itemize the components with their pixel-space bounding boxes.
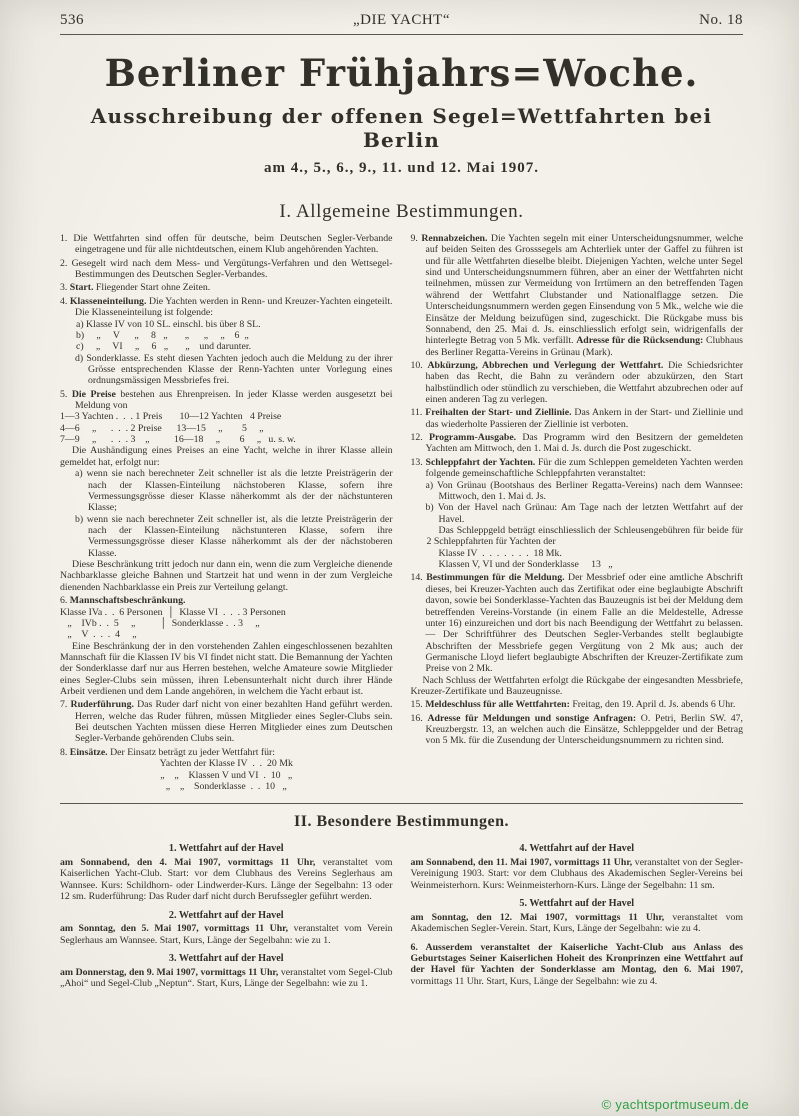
text-run: „ IVb . . 5 „ │ Sonderklasse . . 3 „: [60, 617, 260, 629]
text-run: b) Von der Havel nach Grünau: Am Tage nach der letzten Wettfahrt auf der Havel.: [425, 502, 743, 525]
paragraph: [60, 233, 393, 256]
bold-text: am Sonnabend, den 11. Mai 1907, vormittags 11 Uhr,: [410, 857, 633, 869]
bold-text: am Sonntag, den 12. Mai 1907, vormittags 11 Uhr,: [410, 911, 665, 923]
item-number: 5.: [60, 388, 72, 400]
race-block: [60, 910, 393, 947]
text-run: Nach Schluss der Wettfahrten erfolgt die Rückgabe der eingesandten Messbriefe, Kreuzer-Zertifikate und Bauzeugnisse.: [410, 674, 743, 698]
text-run: Für die zum Schleppen gemeldeten Yachten werden folgende gemeinschaftliche Schleppfahrten veranstaltet:: [425, 456, 743, 480]
numbered-item: [411, 572, 744, 697]
numbered-item: [60, 747, 393, 792]
section2-column-left: [60, 839, 393, 996]
paragraph: [60, 445, 393, 468]
table-line: [60, 607, 393, 618]
item-number: 12.: [410, 432, 429, 444]
text-run: veranstaltet vom Akademischen Segler-Verein. Start, Kurs, Länge der Segelbahn: wie zu 4.: [410, 911, 743, 935]
text-run: „ „ Klassen V und VI . 10 „: [160, 769, 293, 781]
text-run: Die Aushändigung eines Preises an eine Yacht, welche in ihrer Klasse allein gemeldet hat, erfolgt nur:: [60, 445, 393, 468]
bold-text: 6. Ausserdem veranstaltet der Kaiserliche Yacht-Club aus Anlass des Geburtstages Seiner Kaiserlichen Hoheit des Kronprinzen eine Wettfahrt auf der Havel für Yachten der Sonderklasse am Montag, den 6. Mai 1907,: [410, 941, 743, 976]
paragraph: [411, 525, 744, 548]
text-run: Fliegender Start ohne Zeiten.: [93, 282, 211, 294]
text-run: Freitag, den 19. April d. Js. abends 6 Uhr.: [569, 699, 736, 711]
bold-text: Klasseneinteilung.: [69, 295, 147, 307]
header-rule: [60, 34, 743, 35]
text-run: „ „ Sonderklasse . . 10 „: [165, 780, 287, 792]
section1-heading: I. Allgemeine Bestimmungen.: [279, 201, 524, 222]
item-number: 7.: [60, 699, 71, 711]
item-number: 6.: [60, 595, 70, 607]
text-run: bestehen aus Ehrenpreisen. In jeder Klasse werden ausgesetzt bei Meldung von: [75, 388, 393, 412]
table-line: [60, 330, 393, 341]
race-block: [411, 942, 744, 987]
item-number: 16.: [410, 712, 428, 724]
text-run: Die Wettfahrten sind offen für deutsche, beim Deutschen Segler-Verbande eingetragene und für alle nichtdeutschen, einem Klub angehörenden Yachten.: [73, 233, 393, 256]
paragraph: [60, 468, 393, 513]
numbered-item: [411, 699, 744, 710]
table-line: [60, 618, 393, 629]
bold-text: am Donnerstag, den 9. Mai 1907, vormittags 11 Uhr,: [60, 966, 279, 978]
paragraph: [60, 514, 393, 559]
item-number: 8.: [60, 746, 70, 758]
table-line: [411, 548, 744, 559]
paragraph: [60, 923, 393, 946]
text-run: b) „ V „ 8 „ „ „ „ 6 „: [76, 329, 249, 341]
bold-text: Rennabzeichen.: [421, 233, 488, 244]
bold-text: Bestimmungen für die Meldung.: [426, 572, 565, 584]
paragraph: [60, 967, 393, 990]
section2-columns: [60, 839, 743, 996]
text-run: Die Yachten werden in Renn- und Kreuzer-Yachten eingeteilt. Die Klasseneinteilung ist folgende:: [75, 295, 393, 319]
numbered-item: [60, 699, 393, 744]
bold-text: Freihalten der Start- und Ziellinie.: [425, 407, 572, 419]
table-line: [60, 758, 393, 769]
text-run: 7—9 „ . . . 3 „ 16—18 „ 6 „ u. s. w.: [60, 434, 296, 446]
race-block: [60, 953, 393, 990]
text-run: d) Sonderklasse. Es steht diesen Yachten jedoch auch die Meldung zu der ihrer Grösse entsprechenden Klasse der Renn-Yachten unter Vorlegung eines ordnungsmässigen Messbriefes frei.: [75, 352, 393, 387]
item-number: 11.: [410, 407, 426, 419]
text-run: Klasse IV . . . . . . . 18 Mk.: [438, 547, 562, 559]
numbered-item: [411, 407, 744, 430]
section-divider-rule: [60, 803, 743, 804]
bold-text: Einsätze.: [69, 746, 108, 758]
section1-columns: [60, 233, 743, 794]
paragraph: [60, 699, 393, 744]
paragraph: [60, 389, 393, 412]
bold-text: Meldeschluss für alle Wettfahrten:: [425, 699, 570, 711]
text-run: c) „ VI „ 6 „ „ und darunter.: [76, 341, 252, 353]
section2-heading: II. Besondere Bestimmungen.: [294, 813, 509, 831]
item-number: 4.: [60, 295, 70, 307]
table-line: [60, 781, 393, 792]
numbered-item: [60, 595, 393, 697]
numbered-item: [411, 457, 744, 571]
bold-text: am Sonnabend, den 4. Mai 1907, vormittags 11 Uhr,: [60, 857, 316, 869]
numbered-item: [411, 432, 744, 455]
text-run: Das Programm wird den Besitzern der gemeldeten Yachten am Mittwoch, den 1. Mai d. Js. durch die Post zugeschickt.: [425, 432, 743, 455]
text-run: Der Messbrief oder eine amtliche Abschrift dieses, bei Kreuzer-Yachten auch das Zertifikat oder eine beglaubigte Abschrift davon, sowie bei Sonderklasse-Yachten das Bauzeugnis ist bei der Meldung dem betreffenden Vereins-Vorstande (in einem Falle an die Meldestelle, Adresse unter 16) einzureichen und dort bis nach Beendigung der Wettfahrt zu belassen. — Der Schriftführer des Deutschen Segler-Verbandes stellt beglaubigte Abschriften der Messbriefe gegen Vergütung von 2 Mk aus; auch der Germanische Lloyd liefert beglaubigte Abschriften der Kreuzer-Zertifikate zum Preise von 2 Mk.: [425, 572, 743, 675]
paragraph: [411, 713, 744, 747]
numbered-item: [411, 360, 744, 405]
paragraph: [411, 407, 744, 430]
section1-column-left: [60, 233, 393, 794]
text-run: Clubhaus des Berliner Regatta-Vereins in Grünau (Mark).: [425, 335, 743, 358]
table-line: [60, 770, 393, 781]
section1-column-right: [411, 233, 744, 794]
page-number: 536: [60, 12, 84, 28]
article-dates: am 4., 5., 6., 9., 11. und 12. Mai 1907.: [263, 160, 540, 176]
text-run: Eine Beschränkung der in den vorstehenden Zahlen eingeschlossenen bezahlten Mannschaft für die Klassen IV bis VI findet nicht statt. Die Bemannung der Yachten der Sonderklasse darf nur aus Herren bestehen, welche Amateure sowie Mitglieder eines Segler-Clubs sein müssen, ihren Lebensunterhalt nicht durch ihrer Hände Arbeit verdienen und dem Lande angehören, in welchem die Yacht erbaut ist.: [60, 640, 393, 698]
numbered-item: [60, 389, 393, 593]
item-number: 15.: [410, 699, 426, 711]
text-run: Die Schiedsrichter haben das Recht, die Bahn zu verändern oder abzukürzen, den Start halbstündlich oder stündlich zu verschieben, die Wettfahrt abzubrechen oder auf einen anderen Tag zu verlegen.: [425, 359, 743, 406]
paragraph: [60, 747, 393, 758]
bold-text: am Sonntag, den 5. Mai 1907, vormittags 11 Uhr,: [60, 923, 289, 935]
race-block-title: 5. Wettfahrt auf der Havel: [519, 898, 635, 910]
item-number: 14.: [410, 572, 427, 584]
text-run: Diese Beschränkung tritt jedoch nur dann ein, wenn die zum Vergleiche dienende Nachbarklasse gleiche Bahnen und Startzeit hat und wenn in der zum Vergleiche dienenden Nachbarklasse ein Preis zur Verteilung gelangt.: [60, 559, 393, 593]
text-run: „ V . . . 4 „: [60, 629, 137, 641]
item-number: 13.: [410, 456, 426, 468]
paragraph: [411, 233, 744, 358]
issue-number: No. 18: [699, 12, 743, 28]
numbered-item: [411, 233, 744, 358]
bold-text: Schleppfahrt der Yachten.: [425, 456, 536, 468]
text-run: Klasse IVa . . 6 Personen │ Klasse VI . . . 3 Personen: [60, 606, 286, 618]
table-line: [60, 629, 393, 640]
table-line: [60, 434, 393, 445]
paragraph: [411, 699, 744, 710]
text-run: veranstaltet vom Segel-Club „Ahoi“ und Segel-Club „Neptun“. Start, Kurs, Länge der Segelbahn: wie zu 1.: [60, 966, 393, 990]
text-run: Der Einsatz beträgt zu jeder Wettfahrt für:: [107, 746, 276, 758]
paragraph: [411, 457, 744, 480]
bold-text: Adresse für die Rücksendung:: [576, 335, 704, 347]
table-line: [60, 411, 393, 422]
paragraph: [411, 857, 744, 891]
race-block: [411, 843, 744, 891]
text-run: b) wenn sie nach berechneter Zeit schneller ist, als die letzte Preisträgerin der nach der Klassen-Einteilung nächstunteren Klasse, sofern ihre Vermessungsgrösse dieser Klasse näherkommt als der der nächstoberen Klasse.: [75, 513, 393, 559]
race-block: [60, 843, 393, 902]
race-block: [411, 898, 744, 935]
paragraph: [411, 675, 744, 698]
section2-column-right: [411, 839, 744, 996]
item-number: 10.: [410, 359, 428, 371]
bold-text: Start.: [69, 282, 94, 294]
paragraph: [411, 502, 744, 525]
journal-title: „DIE YACHT“: [352, 12, 450, 28]
paragraph: [60, 296, 393, 319]
paragraph: [60, 353, 393, 387]
bold-text: Programm-Ausgabe.: [428, 432, 517, 444]
numbered-item: [60, 296, 393, 387]
text-run: 1—3 Yachten . . . 1 Preis 10—12 Yachten 4 Preise: [60, 411, 282, 423]
text-run: veranstaltet vom Verein Seglerhaus am Wannsee. Start, Kurs, Länge der Segelbahn: wie zu 1.: [60, 923, 393, 946]
race-block-title: 1. Wettfahrt auf der Havel: [168, 843, 284, 855]
bold-text: Mannschaftsbeschränkung.: [69, 595, 186, 607]
bold-text: Ruderführung.: [70, 699, 134, 711]
race-block-title: 2. Wettfahrt auf der Havel: [168, 909, 284, 921]
bold-text: Adresse für Meldungen und sonstige Anfragen:: [427, 712, 637, 724]
numbered-item: [60, 258, 393, 281]
table-line: [60, 319, 393, 330]
table-line: [60, 341, 393, 352]
text-run: Die Yachten segeln mit einer Unterscheidungsnummer, welche auf beiden Seiten des Grosssegels am Achterliek unter der Gaffel zu führen ist und für alle Wettfahrten dieselbe bleibt. Diejenigen Yachten, welche unter Segel sind und Unterscheidungsnummern führen, aber an einer der Wettfahrten nicht teilnehmen, müssen zur Vermeidung von Irrtümern an den betreffenden Tagen während der Wettfahrt Clubstander und Nationalflagge setzen. Die Unterscheidungsnummern werden gegen Einsendung von 5 Mk., welche wie die Einsätze der Meldung beizufügen sind, zugeschickt. Die Rückgabe muss bis Sonnabend, den 25. Mai d. Js. einschliesslich erfolgt sein, widrigenfalls der hinterlegte Betrag von 5 Mk. verfällt.: [425, 233, 744, 347]
race-block-title: 3. Wettfahrt auf der Havel: [168, 953, 284, 965]
paragraph: [411, 360, 744, 405]
text-run: veranstaltet von der Segler-Vereinigung 1903. Start: vor dem Clubhaus des Akademischen Segler-Vereins bei Weinmeisterhorn. Kurs: Weinmeisterhorn-Kurs. Länge der Segelbahn: 11 sm.: [410, 857, 744, 891]
paragraph: [411, 480, 744, 503]
text-run: a) Von Grünau (Bootshaus des Berliner Regatta-Vereins) nach dem Wannsee: Mittwoch, den 1. Mai d. Js.: [425, 479, 743, 502]
paragraph: [60, 282, 393, 293]
paragraph: [60, 641, 393, 698]
text-run: Das Schleppgeld beträgt einschliesslich der Schleusengebühren für beide für 2 Schleppfahrten für Yachten der: [426, 524, 743, 548]
text-run: vormittags 11 Uhr. Start, Kurs, Länge der Segelbahn: wie zu 4.: [410, 975, 658, 987]
item-number: 9.: [410, 233, 422, 244]
paragraph: [411, 572, 744, 674]
article-title: Berliner Frühjahrs=Woche.: [104, 51, 699, 95]
paragraph: [60, 258, 393, 281]
paragraph: [60, 857, 393, 902]
paragraph: [411, 942, 744, 987]
text-run: Klassen V, VI und der Sonderklasse 13 „: [438, 559, 613, 571]
paragraph: [411, 432, 744, 455]
item-number: 1.: [60, 233, 74, 244]
text-run: a) wenn sie nach berechneter Zeit schneller ist als die letzte Preisträgerin der nach der Klassen-Einteilung nächstoberen Klasse, sofern ihre Vermessungsgrösse dieser Klasse näherkommt als der der nächstunteren Klasse;: [75, 468, 393, 514]
table-line: [411, 559, 744, 570]
numbered-item: [60, 282, 393, 293]
text-run: Das Ruder darf nicht von einer bezahlten Hand geführt werden. Herren, welche das Ruder führen, müssen Mitglieder eines Segler-Clubs sein. Bei deutschen Yachten müssen diese Herren Mitglieder eines zum Deutschen Segler-Verbande gehörenden Clubs sein.: [75, 699, 393, 745]
paragraph: [60, 595, 393, 606]
bold-text: Abkürzung, Abbrechen und Verlegung der Wettfahrt.: [427, 359, 664, 371]
watermark: © yachtsportmuseum.de: [601, 1097, 749, 1112]
bold-text: Die Preise: [71, 388, 116, 400]
text-run: Das Ankern in der Start- und Ziellinie und das wiederholte Passieren der Ziellinie ist verboten.: [425, 407, 743, 430]
race-block-title: 4. Wettfahrt auf der Havel: [519, 843, 635, 855]
numbered-item: [60, 233, 393, 256]
item-number: 3.: [60, 282, 70, 294]
text-run: Gesegelt wird nach dem Mess- und Vergütungs-Verfahren und den Wettsegel-Bestimmungen des Deutschen Segler-Verbandes.: [71, 257, 393, 281]
item-number: 2.: [60, 257, 72, 269]
paragraph: [60, 559, 393, 593]
article-subtitle: Ausschreibung der offenen Segel=Wettfahrten bei Berlin: [90, 104, 713, 152]
numbered-item: [411, 713, 744, 747]
text-run: veranstaltet vom Kaiserlichen Yacht-Club. Start: vor dem Clubhaus des Vereins Seglerhaus am Wannsee. Kurs: Schildhorn- oder Lindwerder-Kurs. Länge der Segelbahn: 13 oder 12 sm. Ruderführung: Das Ruder darf nicht durch Berufssegler geführt werden.: [60, 857, 393, 903]
paragraph: [411, 912, 744, 935]
text-run: Yachten der Klasse IV . . 20 Mk: [159, 758, 293, 770]
table-line: [60, 423, 393, 434]
text-run: O. Petri, Berlin SW. 47, Kreuzbergstr. 13, an welchen auch die Einsätze, Schleppgelder und der Betrag von 5 Mk. für die Zusendung der Unterscheidungsnummern zu richten sind.: [425, 712, 743, 747]
text-run: 4—6 „ . . . 2 Preise 13—15 „ 5 „: [60, 422, 264, 434]
page-header: [60, 12, 743, 29]
text-run: a) Klasse IV von 10 SL. einschl. bis über 8 SL.: [76, 318, 261, 330]
